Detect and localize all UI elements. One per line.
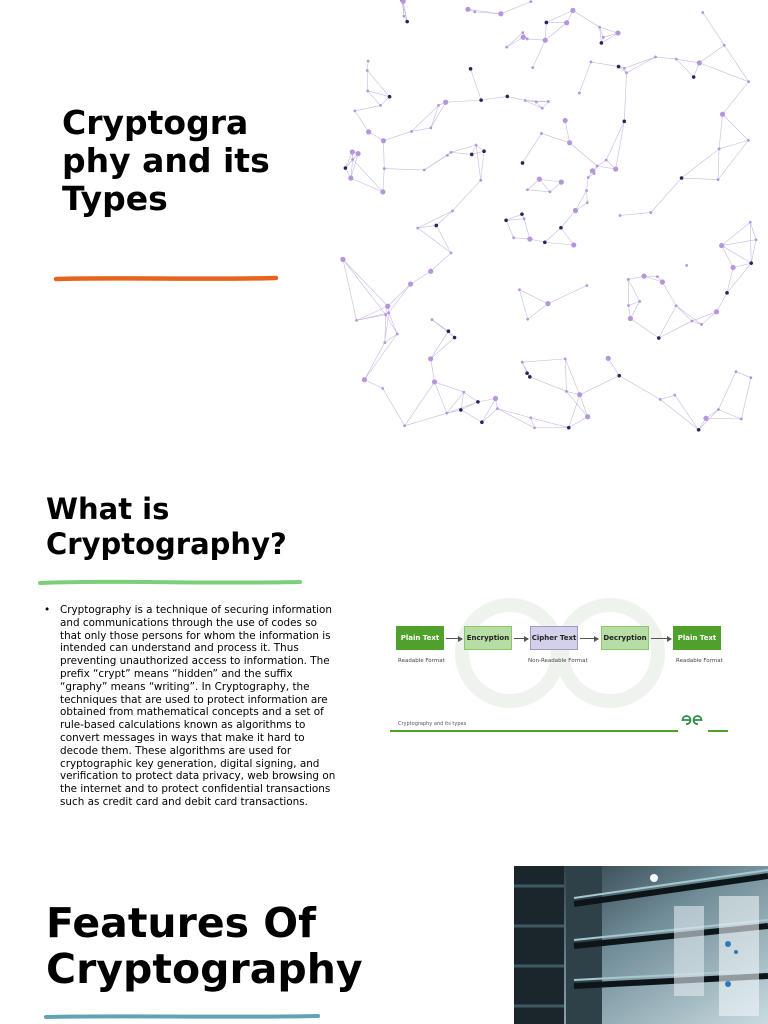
network-node bbox=[355, 151, 360, 156]
network-node bbox=[473, 10, 476, 13]
network-node bbox=[527, 236, 532, 241]
network-node bbox=[564, 357, 567, 360]
network-node bbox=[613, 166, 618, 171]
network-node bbox=[533, 426, 536, 429]
network-node bbox=[521, 35, 526, 40]
network-node bbox=[641, 274, 646, 279]
network-node bbox=[385, 304, 390, 309]
network-node bbox=[362, 377, 367, 382]
network-node bbox=[649, 211, 652, 214]
network-node bbox=[701, 11, 704, 14]
network-node bbox=[405, 20, 409, 24]
network-node bbox=[602, 36, 605, 39]
network-node bbox=[740, 418, 743, 421]
network-node bbox=[617, 374, 621, 378]
network-node bbox=[577, 392, 582, 397]
network-node bbox=[479, 98, 483, 102]
network-node bbox=[735, 370, 738, 373]
network-node bbox=[541, 107, 544, 110]
sublabel-readable: Readable Format bbox=[398, 658, 445, 664]
network-node bbox=[526, 38, 529, 41]
network-node bbox=[529, 0, 532, 3]
network-node bbox=[462, 391, 465, 394]
network-node bbox=[482, 149, 486, 153]
network-node bbox=[453, 336, 457, 340]
network-node bbox=[547, 100, 550, 103]
network-node bbox=[480, 420, 484, 424]
network-node bbox=[565, 390, 568, 393]
network-node bbox=[596, 165, 599, 168]
network-node bbox=[692, 75, 696, 79]
network-node bbox=[520, 212, 524, 216]
network-node bbox=[627, 278, 630, 281]
network-node bbox=[680, 176, 684, 180]
sublabel-readable-output: Readable Format bbox=[676, 658, 723, 664]
network-node bbox=[410, 130, 413, 133]
slide-what-is-cryptography bbox=[0, 448, 768, 848]
flow-arrow bbox=[446, 638, 462, 639]
flow-arrow bbox=[580, 638, 598, 639]
network-node bbox=[379, 104, 382, 107]
flow-step-cipher-text: Cipher Text bbox=[530, 626, 578, 650]
network-node bbox=[656, 275, 659, 278]
network-node bbox=[586, 201, 589, 204]
network-node bbox=[685, 264, 688, 267]
network-node bbox=[348, 175, 353, 180]
network-node bbox=[585, 414, 590, 419]
network-node bbox=[585, 284, 588, 287]
network-node bbox=[549, 190, 552, 193]
network-node bbox=[628, 316, 633, 321]
network-node bbox=[720, 112, 725, 117]
network-node bbox=[451, 210, 454, 213]
diagram-footer-rule bbox=[390, 730, 678, 732]
network-node bbox=[437, 104, 440, 107]
flow-arrow bbox=[514, 638, 528, 639]
network-node bbox=[567, 426, 571, 430]
network-node bbox=[749, 376, 752, 379]
network-node bbox=[521, 161, 525, 165]
network-node bbox=[585, 189, 588, 192]
network-node bbox=[366, 69, 369, 72]
network-node bbox=[590, 168, 595, 173]
flow-step-plain-text: Plain Text bbox=[396, 626, 444, 650]
network-node bbox=[723, 44, 726, 47]
network-node bbox=[428, 356, 433, 361]
sublabel-non-readable: Non-Readable Format bbox=[528, 658, 588, 664]
network-node bbox=[589, 61, 592, 64]
network-node bbox=[496, 407, 499, 410]
network-node bbox=[540, 132, 543, 135]
network-node bbox=[606, 356, 611, 361]
network-node bbox=[619, 214, 622, 217]
network-node bbox=[654, 56, 657, 59]
network-node bbox=[383, 167, 386, 170]
network-node bbox=[755, 238, 758, 241]
section-heading: What is Cryptography? bbox=[46, 492, 287, 561]
network-node bbox=[465, 7, 470, 12]
network-node bbox=[366, 129, 371, 134]
network-node bbox=[459, 408, 463, 412]
network-node bbox=[435, 224, 439, 228]
network-node bbox=[578, 92, 581, 95]
network-node bbox=[526, 318, 529, 321]
network-node bbox=[521, 361, 524, 364]
network-node bbox=[700, 323, 703, 326]
network-node bbox=[543, 38, 548, 43]
network-node bbox=[697, 428, 701, 432]
network-node bbox=[718, 147, 721, 150]
network-node bbox=[521, 31, 524, 34]
network-node bbox=[443, 100, 448, 105]
network-node bbox=[523, 217, 526, 220]
network-node bbox=[528, 375, 532, 379]
network-node bbox=[675, 304, 678, 307]
network-node bbox=[625, 71, 628, 74]
network-node bbox=[408, 281, 413, 286]
network-node bbox=[559, 180, 564, 185]
network-node bbox=[714, 309, 719, 314]
network-nodes-graphic bbox=[330, 0, 768, 432]
flow-step-encryption: Encryption bbox=[464, 626, 512, 650]
network-node bbox=[660, 279, 665, 284]
network-node bbox=[423, 169, 426, 172]
network-node bbox=[498, 11, 503, 16]
network-node bbox=[388, 95, 392, 99]
network-node bbox=[384, 313, 387, 316]
network-node bbox=[529, 416, 532, 419]
network-node bbox=[570, 8, 575, 13]
network-node bbox=[396, 332, 399, 335]
network-node bbox=[432, 379, 437, 384]
network-node bbox=[537, 177, 542, 182]
network-node bbox=[429, 126, 432, 129]
network-node bbox=[387, 311, 390, 314]
network-node bbox=[504, 219, 508, 223]
network-node bbox=[340, 257, 345, 262]
network-node bbox=[638, 300, 641, 303]
network-node bbox=[730, 265, 735, 270]
network-node bbox=[381, 387, 384, 390]
flow-step-decryption: Decryption bbox=[601, 626, 649, 650]
network-node bbox=[749, 261, 753, 265]
network-node bbox=[469, 67, 473, 71]
network-node bbox=[470, 153, 474, 157]
network-node bbox=[493, 396, 498, 401]
network-node bbox=[353, 110, 356, 113]
network-node bbox=[717, 408, 720, 411]
network-node bbox=[545, 301, 550, 306]
network-node bbox=[587, 176, 590, 179]
network-node bbox=[535, 101, 538, 104]
network-node bbox=[725, 291, 729, 295]
network-node bbox=[505, 46, 508, 49]
network-node bbox=[564, 20, 569, 25]
network-node bbox=[381, 138, 386, 143]
network-node bbox=[402, 15, 405, 18]
network-node bbox=[703, 416, 708, 421]
network-node bbox=[747, 80, 750, 83]
diagram-footer-caption: Cryptography and its types bbox=[398, 721, 467, 727]
network-node bbox=[675, 58, 678, 61]
gfg-watermark-icon bbox=[450, 598, 670, 708]
flow-step-plain-text-output: Plain Text bbox=[673, 626, 721, 650]
network-node bbox=[717, 178, 720, 181]
network-node bbox=[479, 179, 482, 182]
slide-features bbox=[0, 866, 768, 1024]
network-node bbox=[344, 166, 348, 170]
network-node bbox=[605, 159, 608, 162]
slide-title bbox=[0, 0, 768, 432]
network-node bbox=[447, 329, 451, 333]
network-node bbox=[627, 304, 630, 307]
network-node bbox=[450, 251, 453, 254]
network-node bbox=[428, 269, 433, 274]
network-node bbox=[543, 240, 547, 244]
network-node bbox=[600, 41, 604, 45]
network-node bbox=[559, 226, 563, 230]
network-node bbox=[719, 243, 724, 248]
network-node bbox=[617, 65, 621, 69]
network-node bbox=[567, 140, 572, 145]
network-node bbox=[383, 341, 386, 344]
title-underline-orange bbox=[54, 274, 278, 284]
network-node bbox=[355, 319, 358, 322]
network-node bbox=[615, 30, 620, 35]
network-node bbox=[659, 398, 662, 401]
diagram-footer-rule-right bbox=[708, 730, 728, 732]
data-center-server-rack-photo bbox=[514, 866, 768, 1024]
network-node bbox=[401, 0, 406, 4]
network-node bbox=[598, 26, 601, 29]
network-node bbox=[416, 227, 419, 230]
network-node bbox=[476, 400, 480, 404]
slide-title-heading: Cryptogra phy and its Types bbox=[62, 103, 270, 218]
heading-underline-green bbox=[38, 578, 302, 588]
network-node bbox=[445, 412, 448, 415]
network-node bbox=[697, 60, 702, 65]
network-node bbox=[749, 221, 752, 224]
network-node bbox=[623, 67, 626, 70]
network-node bbox=[573, 208, 578, 213]
network-node bbox=[450, 151, 453, 154]
encryption-flow-diagram bbox=[388, 588, 730, 738]
network-node bbox=[524, 99, 527, 102]
network-node bbox=[431, 318, 434, 321]
network-node bbox=[525, 371, 529, 375]
network-node bbox=[673, 394, 676, 397]
network-node bbox=[622, 120, 626, 124]
features-underline-teal bbox=[44, 1012, 320, 1022]
network-node bbox=[350, 149, 355, 154]
network-node bbox=[657, 336, 661, 340]
network-node bbox=[403, 424, 406, 427]
network-node bbox=[506, 95, 510, 99]
geeksforgeeks-logo-icon bbox=[680, 714, 704, 726]
definition-bullet: • Cryptography is a technique of securing information and communications through the use of codes so that only those persons for whom the information is intended can understand and process it. Thus preventing unauthorized access to information. The prefix “crypt” means “hidden” and the suffix “graphy” means “writing”. In Cryptography, the techniques that are used to protect information are obtained from mathematical concepts and a set of rule-based calculations known as algorithms to convert messages in ways that make it hard to decode them. These algorithms are used for cryptographic key generation, digital signing, and verification to protect data privacy, web browsing on the internet and to protect confidential transactions such as credit card and debit card transactions. bbox=[44, 604, 336, 809]
network-node bbox=[545, 21, 549, 25]
network-node bbox=[367, 60, 370, 63]
network-node bbox=[531, 66, 534, 69]
network-node bbox=[563, 118, 568, 123]
network-node bbox=[518, 288, 521, 291]
features-heading: Features Of Cryptography bbox=[46, 899, 363, 993]
network-node bbox=[747, 139, 750, 142]
network-node bbox=[475, 144, 478, 147]
network-node bbox=[351, 158, 354, 161]
network-node bbox=[380, 189, 385, 194]
network-node bbox=[366, 90, 369, 93]
network-node bbox=[446, 154, 449, 157]
definition-list bbox=[44, 604, 336, 809]
network-node bbox=[526, 188, 529, 191]
network-node bbox=[690, 320, 693, 323]
network-node bbox=[512, 236, 515, 239]
flow-arrow bbox=[651, 638, 671, 639]
network-node bbox=[571, 242, 576, 247]
